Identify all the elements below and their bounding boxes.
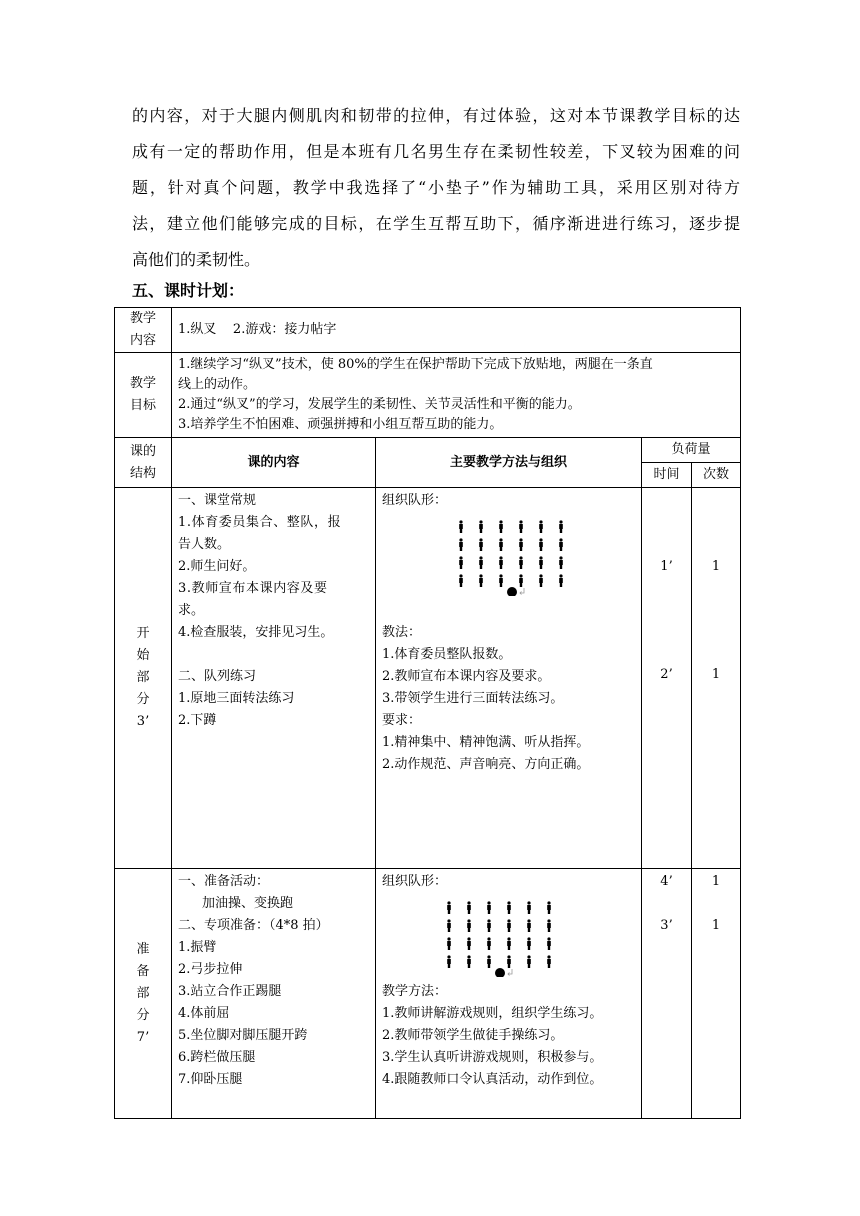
time-cell	[642, 488, 692, 869]
person-icon	[527, 901, 531, 914]
content-row	[115, 308, 741, 353]
time-value: 2’	[660, 667, 673, 682]
structure-char: 7’	[136, 1029, 150, 1045]
person-icon	[499, 574, 503, 587]
method-cell	[376, 869, 642, 1119]
method-line: 4.跟随教师口令认真活动，动作到位。	[382, 1072, 603, 1087]
formation-label: 组织队形：	[382, 874, 448, 889]
person-icon	[527, 937, 531, 950]
content-cell	[172, 488, 376, 869]
person-icon	[447, 937, 451, 950]
person-icon	[459, 574, 463, 587]
method-line: 2.动作规范、声音响亮、方向正确。	[382, 757, 590, 772]
content-line: 4.体前屈	[178, 1006, 230, 1021]
intro-line: 题，针对真个问题，教学中我选择了“小垫子”作为辅助工具，采用区别对待方	[132, 178, 740, 197]
return-mark-icon	[508, 969, 512, 976]
person-icon	[447, 901, 451, 914]
person-icon	[559, 520, 563, 533]
content-line: 3.站立合作正踢腿	[178, 984, 282, 999]
content-value: 1.纵叉 2.游戏：接力帖字	[172, 308, 741, 353]
intro-line: 成有一定的帮助作用，但是本班有几名男生存在柔韧性较差，下叉较为困难的问	[132, 142, 740, 161]
person-icon	[467, 955, 471, 968]
person-icon	[459, 556, 463, 569]
method-line: 2.教师宣布本课内容及要求。	[382, 669, 551, 684]
person-icon	[487, 919, 491, 932]
content-line: 1.原地三面转法练习	[178, 691, 295, 706]
content-cell	[172, 869, 376, 1119]
structure-char: 3’	[136, 714, 150, 729]
goal-item: 2.通过“纵叉”的学习，发展学生的柔韧性、关节灵活性和平衡的能力。	[178, 397, 581, 412]
person-icon	[519, 574, 523, 587]
return-mark-icon	[520, 588, 524, 595]
person-icon	[559, 574, 563, 587]
method-line: 要求：	[382, 713, 422, 728]
person-icon	[547, 901, 551, 914]
method-line: 3.带领学生进行三面转法练习。	[382, 691, 564, 706]
teacher-dot-icon	[507, 587, 517, 596]
content-line: 告人数。	[178, 537, 231, 552]
content-line: 2.弓步拉伸	[178, 962, 243, 977]
structure-char: 部	[136, 985, 150, 1001]
person-icon	[459, 538, 463, 551]
method-cell	[376, 488, 642, 869]
time-value: 3’	[660, 918, 673, 933]
intro-line: 法，建立他们能够完成的目标，在学生互帮互助下，循序渐进进行练习，逐步提	[132, 214, 740, 233]
person-icon	[527, 955, 531, 968]
method-line: 教学方法：	[382, 984, 448, 999]
count-value: 1	[711, 918, 721, 933]
header-content: 课的内容	[172, 438, 376, 488]
goal-item: 线上的动作。	[178, 377, 257, 392]
content-line: 加油操、变换跑	[202, 896, 294, 911]
formation-diagram	[442, 901, 562, 977]
goal-list	[172, 353, 741, 438]
table-row	[115, 488, 741, 869]
person-icon	[559, 538, 563, 551]
person-icon	[459, 520, 463, 533]
table-row	[115, 869, 741, 1119]
person-icon	[499, 520, 503, 533]
structure-char: 部	[136, 670, 150, 685]
formation-diagram	[454, 520, 574, 596]
person-icon	[479, 556, 483, 569]
header-time: 时间	[642, 463, 692, 488]
person-icon	[447, 955, 451, 968]
person-icon	[539, 556, 543, 569]
person-icon	[499, 538, 503, 551]
goal-row	[115, 353, 741, 438]
person-icon	[507, 955, 511, 968]
person-icon	[539, 574, 543, 587]
structure-char: 开	[136, 626, 150, 641]
person-icon	[519, 538, 523, 551]
content-line: 二、队列练习	[178, 669, 257, 684]
section-heading: 五、课时计划：	[132, 281, 245, 300]
header-count: 次数	[692, 463, 741, 488]
content-line: 一、准备活动：	[178, 874, 270, 889]
person-icon	[467, 937, 471, 950]
person-icon	[507, 919, 511, 932]
person-icon	[519, 520, 523, 533]
person-icon	[467, 901, 471, 914]
time-value: 1’	[660, 559, 673, 574]
structure-cell	[115, 488, 172, 869]
goal-item: 1.继续学习“纵叉”技术，使 80%的学生在保护帮助下完成下放贴地，两腿在一条直	[178, 357, 653, 372]
count-cell	[692, 869, 741, 1119]
person-icon	[507, 937, 511, 950]
intro-line: 的内容，对于大腿内侧肌肉和韧带的拉伸，有过体验，这对本节课教学目标的达	[132, 106, 740, 125]
person-icon	[479, 538, 483, 551]
structure-char: 分	[136, 692, 150, 707]
person-icon	[559, 556, 563, 569]
method-line: 1.体育委员整队报数。	[382, 647, 512, 662]
person-icon	[447, 919, 451, 932]
person-icon	[547, 937, 551, 950]
content-line: 求。	[178, 603, 205, 618]
person-icon	[547, 919, 551, 932]
method-line: 1.精神集中、精神饱满、听从指挥。	[382, 735, 590, 750]
header-row	[115, 438, 741, 463]
content-line: 4.检查服装，安排见习生。	[178, 625, 334, 640]
method-line: 2.教师带领学生做徒手操练习。	[382, 1028, 564, 1043]
count-cell	[692, 488, 741, 869]
content-line: 2.下蹲	[178, 713, 217, 728]
person-icon	[479, 520, 483, 533]
count-value: 1	[711, 874, 721, 889]
content-label: 教学 内容	[115, 308, 172, 353]
student-grid	[459, 520, 563, 587]
time-value: 4’	[660, 874, 673, 889]
person-icon	[499, 556, 503, 569]
count-value: 1	[711, 667, 721, 682]
person-icon	[547, 955, 551, 968]
content-line: 1.振臂	[178, 940, 217, 955]
content-line: 1.体育委员集合、整队，报	[178, 515, 342, 530]
header-method: 主要教学方法与组织	[376, 438, 642, 488]
person-icon	[487, 937, 491, 950]
method-line: 3.学生认真听讲游戏规则，积极参与。	[382, 1050, 603, 1065]
lesson-plan-table	[114, 307, 741, 1119]
person-icon	[527, 919, 531, 932]
count-value: 1	[711, 559, 721, 574]
content-line: 6.跨栏做压腿	[178, 1050, 256, 1065]
method-line: 教法：	[382, 625, 422, 640]
person-icon	[487, 901, 491, 914]
person-icon	[519, 556, 523, 569]
content-line: 一、课堂常规	[178, 493, 257, 508]
content-line: 3.教师宣布本课内容及要	[178, 581, 328, 596]
structure-cell	[115, 869, 172, 1119]
content-line: 5.坐位脚对脚压腿开跨	[178, 1028, 308, 1043]
content-line: 二、专项准备：（4*8 拍）	[178, 918, 329, 933]
structure-char: 备	[136, 963, 150, 979]
header-structure: 课的 结构	[115, 438, 172, 488]
structure-char: 始	[136, 648, 150, 663]
intro-line: 高他们的柔韧性。	[132, 250, 261, 269]
formation-label: 组织队形：	[382, 493, 448, 508]
method-line: 1.教师讲解游戏规则，组织学生练习。	[382, 1006, 603, 1021]
content-line: 7.仰卧压腿	[178, 1072, 243, 1087]
header-load: 负荷量	[642, 438, 741, 463]
person-icon	[487, 955, 491, 968]
time-cell	[642, 869, 692, 1119]
student-grid	[447, 901, 551, 968]
structure-char: 分	[136, 1007, 150, 1023]
person-icon	[467, 919, 471, 932]
person-icon	[479, 574, 483, 587]
content-line: 2.师生问好。	[178, 559, 256, 574]
person-icon	[539, 538, 543, 551]
goal-item: 3.培养学生不怕困难、顽强拼搏和小组互帮互助的能力。	[178, 417, 503, 432]
person-icon	[507, 901, 511, 914]
person-icon	[539, 520, 543, 533]
teacher-dot-icon	[495, 968, 505, 977]
structure-char: 准	[136, 941, 150, 957]
intro-paragraph	[132, 98, 740, 278]
goal-label: 教学 目标	[115, 353, 172, 438]
